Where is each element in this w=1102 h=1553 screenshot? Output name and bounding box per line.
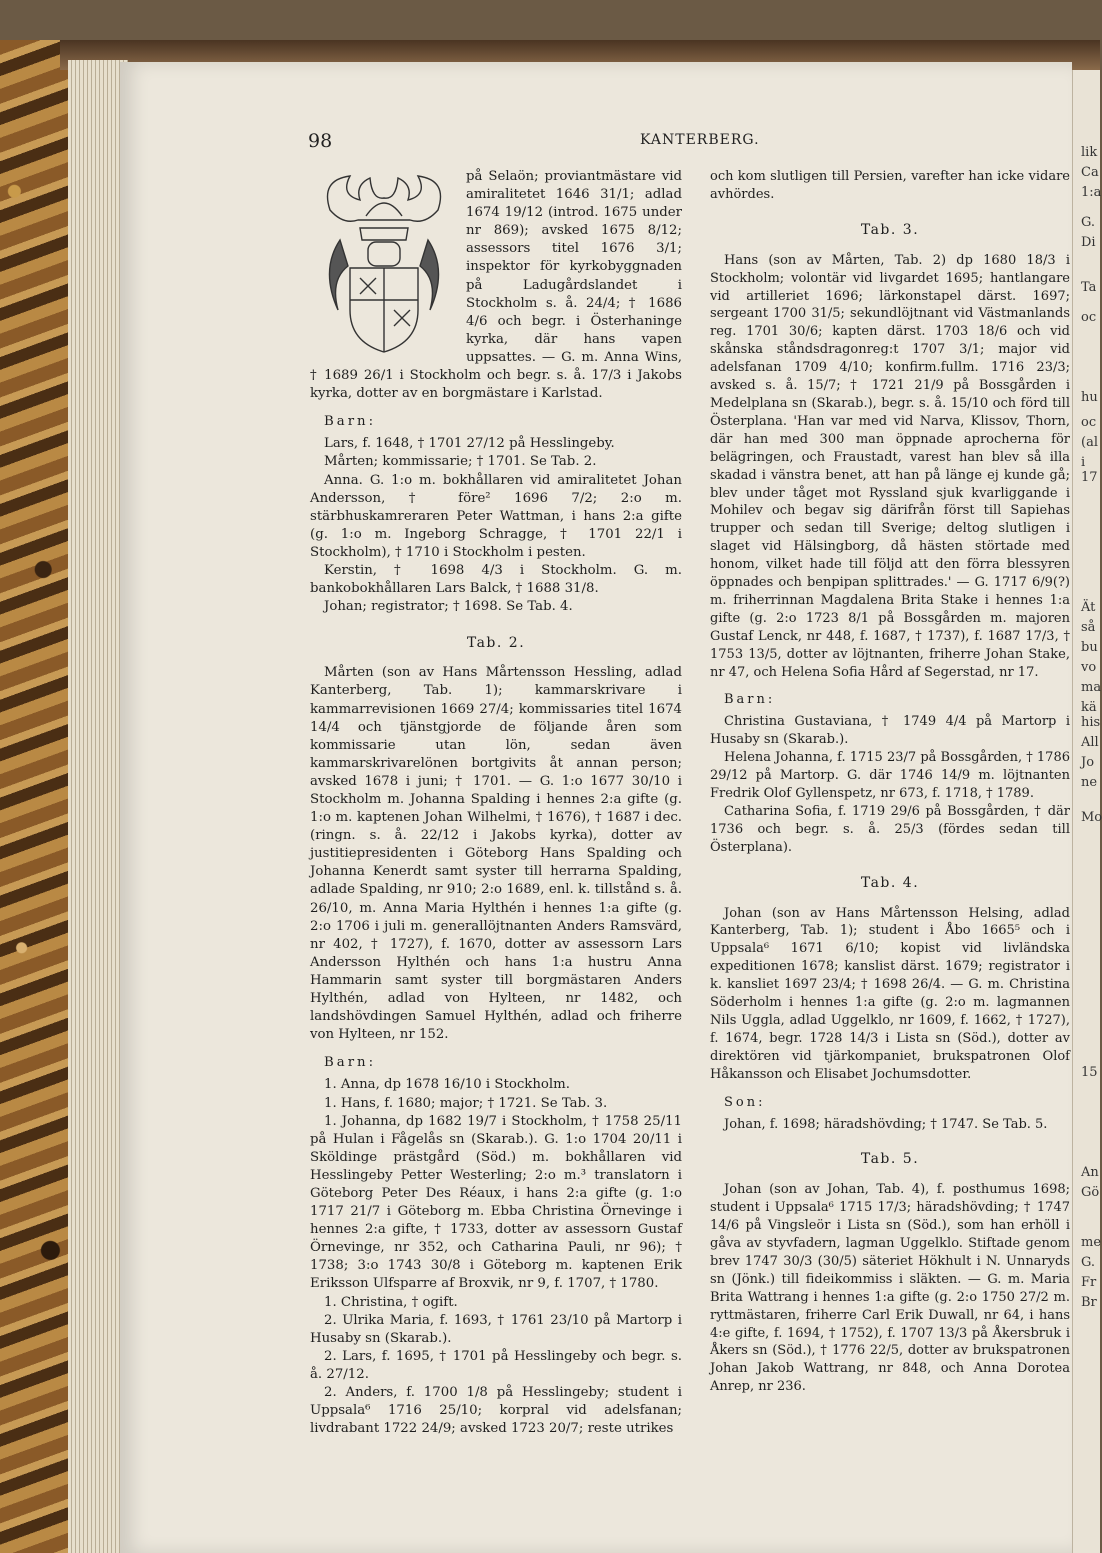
next-page-fragment: lik — [1081, 145, 1098, 160]
barn-label-2: Barn: — [324, 1055, 377, 1071]
next-page-fragment: bu — [1081, 640, 1098, 655]
barn2-entry: 2. Lars, f. 1695, † 1701 på Hesslingeby och begr. s. å. 27/12. — [310, 1348, 682, 1382]
next-page-edge — [1072, 70, 1100, 1553]
next-page-fragment: hu — [1081, 390, 1098, 405]
barn2-entry: 1. Johanna, dp 1682 19/7 i Stockholm, † 1758 25/11 på Hulan i Fågelås sn (Skarab.). G. 1:o 1704 20/11 i Sköldinge prästgård (Söd.) m. bokhållaren vid Hesslingeby Petter Westerling; 2:o m.³ translatorn i Göteborg Peter Des Réaux, i hans 2:a gifte (g. 1:o 1717 21/7 i Göteborg m. Ebba Christina Örnevinge i hennes 2:a gifte, † 1733, dotter av assessorn Gustaf Örnevinge, nr 352, och Catharina Pauli, nr 96); † 1738; 3:o 1743 30/8 i Göteborg m. kaptenen Erik Eriksson Ulfsparre af Broxvik, nr 9, f. 1707, † 1780. — [310, 1113, 682, 1292]
barn2-entry: 2. Anders, f. 1700 1/8 på Hesslingeby; student i Uppsala⁶ 1716 25/10; korpral vid adelsfanan; livdrabant 1722 24/9; avsked 1723 20/7; reste utrikes — [310, 1385, 682, 1437]
next-page-fragment: (al — [1081, 435, 1098, 450]
next-page-fragment: Jo — [1081, 755, 1095, 770]
right-column — [710, 168, 1070, 1396]
next-page-fragment: Ca — [1081, 165, 1099, 180]
next-page-fragment: Mo — [1081, 810, 1102, 825]
next-page-fragment: 17 — [1081, 470, 1098, 485]
next-page-fragment: ma — [1081, 680, 1102, 695]
next-page-fragment: his — [1081, 715, 1101, 730]
next-page-fragment: 15 — [1081, 1065, 1098, 1080]
tab2-paragraph: Mårten (son av Hans Mårtensson Hessling, adlad Kanterberg, Tab. 1); kammarskrivare i kammarrevisionen 1669 27/4; kommissaries titel 1674 14/4 och tjänstgjorde de följande åren som kommissarie utan lön, sedan även kammarskrivarelönen bortgivits åt annan person; avsked 1678 i juni; † 1701. — G. 1:o 1677 30/10 i Stockholm m. Johanna Spalding i hennes 2:a gifte (g. 1:o m. kaptenen Johan Wilhelmi, † 1676), † 1687 i dec. (ringn. s. å. 22/12 i Jakobs kyrka), dotter av justitiepresidenten i Göteborg Hans Spalding och Johanna Kenerdt samt syster till herrarna Spalding, adlade Spalding, nr 910; 2:o 1689, enl. k. tillstånd s. å. 26/10, m. Anna Maria Hylthén i hennes 1:a gifte (g. 2:o 1706 i juli m. generallöjtnanten Anders Ramsvärd, nr 402, † 1727), f. 1670, dotter av assessorn Lars Andersson Hylthén och hans 1:a hustru Anna Hammarin samt syster till borgmästaren Anders Hylthén, adlad von Hylteen, nr 1482, och landshövdingen Samuel Hylthén, adlad och friherre von Hylteen, nr 152. — [310, 665, 682, 1043]
next-page-fragment: G. — [1081, 1255, 1096, 1270]
next-page-fragment: ne — [1081, 775, 1098, 790]
barn-label-3: Barn: — [724, 692, 776, 708]
next-page-fragment: så — [1081, 620, 1096, 635]
continuation-paragraph: och kom slutligen till Persien, varefter han icke vidare avhördes. — [710, 169, 1070, 202]
tab3-paragraph: Hans (son av Mårten, Tab. 2) dp 1680 18/3 i Stockholm; volontär vid livgardet 1695; hantlangare vid artilleriet 1696; lärkonstapel därst. 1697; sergeant 1700 31/5; sekundlöjtnant vid Västmanlands reg. 1701 30/6; kapten därst. 1703 18/6 och vid skånska ståndsdragonreg:t 1707 3/1; major vid adelsfanan 1709 4/10; konfirm.fullm. 1716 23/3; avsked s. å. 15/7; † 1721 21/9 på Bossgården i Medelplana sn (Skarab.), begr. s. å. 15/10 och förd till Österplana. 'Han var med vid Narva, Klissov, Thorn, där han med 300 man öppnade aprocherna för belägringen, och Fraustadt, varest han blev så illa skadad i vänstra benet, att han på länge ej kunde gå; blev under tåget mot Ryssland sjuk kvarliggande i Mohilev och begav sig därifrån först till Sapiehas trupper och sedan till Sverige; deltog slutligen i slaget vid Hälsingborg, då hästen störtade med honom, vilket hade till följd att den förra blessyren öppnades och benpipan splittrades.' — G. 1717 6/9(?) m. friherrinnan Magdalena Brita Stake i hennes 1:a gifte (g. 2:o 1723 8/1 på Bossgården m. majoren Gustaf Lenck, nr 448, f. 1687, † 1737), f. 1687 17/3, † 1753 13/5, dotter av löjtnanten, friherre Johan Stake, nr 47, och Helena Sofia Hård af Segerstad, nr 17. — [710, 252, 1070, 680]
barn-label-1: Barn: — [324, 414, 377, 430]
barn1-entry: Anna. G. 1:o m. bokhållaren vid amiralitetet Johan Andersson, † före² 1696 7/2; 2:o m. stärbhuskamreraren Peter Wattman, i hans 2:a gifte (g. 1:o m. Ingeborg Schragge, † 1701 22/1 i Stockholm), † 1710 i Stockholm i pesten. — [310, 472, 682, 560]
next-page-fragment: Ta — [1081, 280, 1097, 295]
barn3-entry: Catharina Sofia, f. 1719 29/6 på Bossgården, † där 1736 och begr. s. å. 25/3 (fördes sedan till Österplana). — [710, 803, 1070, 855]
next-page-fragment: kä — [1081, 700, 1097, 715]
son-entry: Johan, f. 1698; häradshövding; † 1747. Se Tab. 5. — [724, 1116, 1048, 1132]
barn2-entry: 1. Christina, † ogift. — [324, 1294, 458, 1310]
barn2-entry: 1. Anna, dp 1678 16/10 i Stockholm. — [324, 1077, 570, 1093]
tab3-heading: Tab. 3. — [860, 221, 920, 238]
next-page-fragment: oc — [1081, 310, 1097, 325]
next-page-fragment: Gö — [1081, 1185, 1100, 1200]
next-page-fragment: G. — [1081, 215, 1096, 230]
book-cover-marbled-edge — [0, 40, 72, 1553]
next-page-fragment: i — [1081, 455, 1086, 470]
running-head: KANTERBERG. — [640, 132, 760, 148]
barn1-entry: Lars, f. 1648, † 1701 27/12 på Hesslingeby. — [324, 436, 615, 452]
tab5-heading: Tab. 5. — [860, 1151, 920, 1168]
barn1-entry: Johan; registrator; † 1698. Se Tab. 4. — [324, 599, 573, 615]
left-column — [310, 168, 682, 1438]
next-page-fragment: Ät — [1081, 600, 1096, 615]
tab5-paragraph: Johan (son av Johan, Tab. 4), f. posthumus 1698; student i Uppsala⁶ 1715 17/3; häradshövding; † 1747 14/6 på Vingsleör i Lista sn (Söd.), som han erhöll i gåva av styvfadern, lagman Uggelklo. Stiftade genom brev 1747 30/3 (30/5) säteriet Hökhult i N. Unnaryds sn (Jönk.) till fideikommiss i släkten. — G. m. Maria Brita Wattrang i hennes 1:a gifte (g. 2:o 1750 27/2 m. ryttmästaren, friherre Carl Erik Duwall, nr 64, i hans 4:e gifte, f. 1694, † 1752), f. 1707 13/3 på Åkersbruk i Åkers sn (Söd.), † 1776 22/5, dotter av brukspatronen Johan Jakob Wattrang, nr 848, och Anna Dorotea Anrep, nr 236. — [710, 1182, 1070, 1395]
next-page-fragment: Fr — [1081, 1275, 1097, 1290]
page-number: 98 — [308, 130, 333, 152]
tab4-paragraph: Johan (son av Hans Mårtensson Helsing, adlad Kanterberg, Tab. 1); student i Åbo 1665⁵ och i Uppsala⁶ 1671 6/10; kopist vid livländska expeditionen 1678; kanslist därst. 1679; registrator i k. kansliet 1697 23/4; † 1698 26/4. — G. m. Christina Söderholm i hennes 1:a gifte (g. 2:o m. lagmannen Nils Uggla, adlad Uggelklo, nr 1609, f. 1662, † 1727), f. 1674, begr. 1728 14/3 i Lista sn (Söd.), dotter av direktören vid tjärkompaniet, brukspatronen Olof Håkansson och Elisabet Jochumsdotter. — [710, 905, 1070, 1082]
next-page-fragment: An — [1081, 1165, 1099, 1180]
barn3-entry: Helena Johanna, f. 1715 23/7 på Bossgården, † 1786 29/12 på Martorp. G. där 1746 14/9 m. löjtnanten Fredrik Olof Gyllenspetz, nr 673, f. 1718, † 1789. — [710, 750, 1070, 801]
barn2-entry: 2. Ulrika Maria, f. 1693, † 1761 23/10 på Martorp i Husaby sn (Skarab.). — [310, 1312, 682, 1346]
next-page-fragment: All — [1081, 735, 1099, 750]
barn3-entry: Christina Gustaviana, † 1749 4/4 på Martorp i Husaby sn (Skarab.). — [710, 714, 1070, 748]
barn1-entry: Mårten; kommissarie; † 1701. Se Tab. 2. — [324, 454, 597, 470]
page-edges — [68, 60, 128, 1553]
next-page-fragment: Br — [1081, 1295, 1097, 1310]
intro-paragraph: på Selaön; proviantmästare vid amiralitetet 1646 31/1; adlad 1674 19/12 (introd. 1675 under nr 869); avsked 1675 8/12; assessors titel 1676 3/1; inspektor för kyrkobyggnaden på Ladugårdslandet i Stockholm s. å. 24/4; † 1686 4/6 och begr. i Österhaninge kyrka, där hans vapen uppsattes. — G. m. Anna Wins, † 1689 26/1 i Stockholm och begr. s. å. 17/3 i Jakobs kyrka, dotter av en borgmästare i Karlstad. — [310, 169, 682, 402]
next-page-fragment: Di — [1081, 235, 1096, 250]
tab2-heading: Tab. 2. — [466, 635, 526, 652]
son-label: Son: — [724, 1094, 766, 1110]
barn1-entry: Kerstin, † 1698 4/3 i Stockholm. G. m. bankobokhållaren Lars Balck, † 1688 31/8. — [310, 562, 682, 597]
tab4-heading: Tab. 4. — [860, 874, 920, 891]
next-page-fragment: vo — [1081, 660, 1097, 675]
barn2-entry: 1. Hans, f. 1680; major; † 1721. Se Tab. 3. — [324, 1095, 608, 1111]
coat-of-arms-icon — [310, 170, 458, 356]
next-page-fragment: me — [1081, 1235, 1102, 1250]
next-page-fragment: 1:a — [1081, 185, 1102, 200]
next-page-fragment: oc — [1081, 415, 1097, 430]
